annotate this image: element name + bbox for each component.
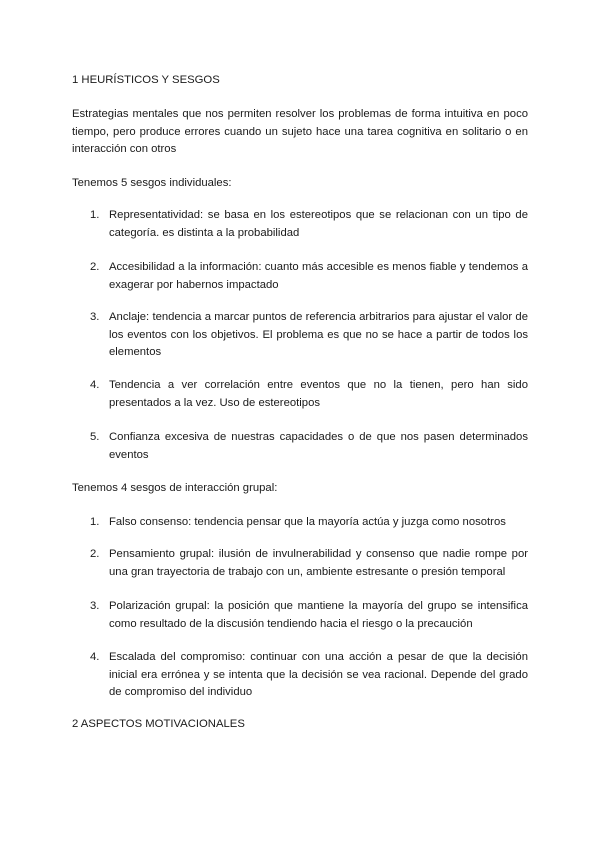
list-item-number: 2. <box>90 261 100 273</box>
list-item <box>90 429 528 464</box>
intro-paragraph: Estrategias mentales que nos permiten resolver los problemas de forma intuitiva en poco tiempo, pero produce errores cuando un sujeto hace una tarea cognitiva en solitario o en interacción con otros <box>72 108 528 155</box>
list-item-number: 3. <box>90 311 100 323</box>
list-item <box>90 309 528 362</box>
list-item <box>90 598 528 633</box>
section-heading-motivacionales: 2 ASPECTOS MOTIVACIONALES <box>72 718 245 730</box>
list-item-text: Polarización grupal: la posición que mantiene la mayoría del grupo se intensifica como resultado de la discusión tendiendo hacia el riesgo o la precaución <box>109 600 528 630</box>
list-item <box>90 207 528 242</box>
list-item <box>90 546 528 581</box>
list-item-text: Tendencia a ver correlación entre eventos que no la tienen, pero han sido presentados a la vez. Uso de estereotipos <box>109 379 528 409</box>
section-heading-heuristicos: 1 HEURÍSTICOS Y SESGOS <box>72 74 220 86</box>
list-item-text: Anclaje: tendencia a marcar puntos de referencia arbitrarios para ajustar el valor de los eventos con los objetivos. El problema es que no se hace a partir de todos los elementos <box>109 311 528 358</box>
list-item-text: Accesibilidad a la información: cuanto más accesible es menos fiable y tendemos a exagerar por habernos impactado <box>109 261 528 291</box>
list-item <box>90 259 528 294</box>
list-item-number: 4. <box>90 379 100 391</box>
list-item <box>90 514 528 532</box>
list-item-text: Pensamiento grupal: ilusión de invulnerabilidad y consenso que nadie rompe por una gran trayectoria de trabajo con un, ambiente estresante o presión temporal <box>109 548 528 578</box>
list-item-number: 1. <box>90 209 100 221</box>
list-item-text: Escalada del compromiso: continuar con una acción a pesar de que la decisión inicial era errónea y se intenta que la decisión se vea racional. Depende del grado de compromiso del individuo <box>109 651 528 698</box>
list-item <box>90 377 528 412</box>
list-item-text: Confianza excesiva de nuestras capacidades o de que nos pasen determinados eventos <box>109 431 528 461</box>
list-item-number: 1. <box>90 516 100 528</box>
list-item-text: Falso consenso: tendencia pensar que la mayoría actúa y juzga como nosotros <box>109 516 506 528</box>
list-item-number: 4. <box>90 651 100 663</box>
list-item-number: 3. <box>90 600 100 612</box>
group-biases-lead: Tenemos 4 sesgos de interacción grupal: <box>72 482 278 494</box>
list-item-text: Representatividad: se basa en los estereotipos que se relacionan con un tipo de categoría. es distinta a la probabilidad <box>109 209 528 239</box>
individual-biases-lead: Tenemos 5 sesgos individuales: <box>72 177 232 189</box>
list-item <box>90 649 528 702</box>
list-item-number: 2. <box>90 548 100 560</box>
list-item-number: 5. <box>90 431 100 443</box>
